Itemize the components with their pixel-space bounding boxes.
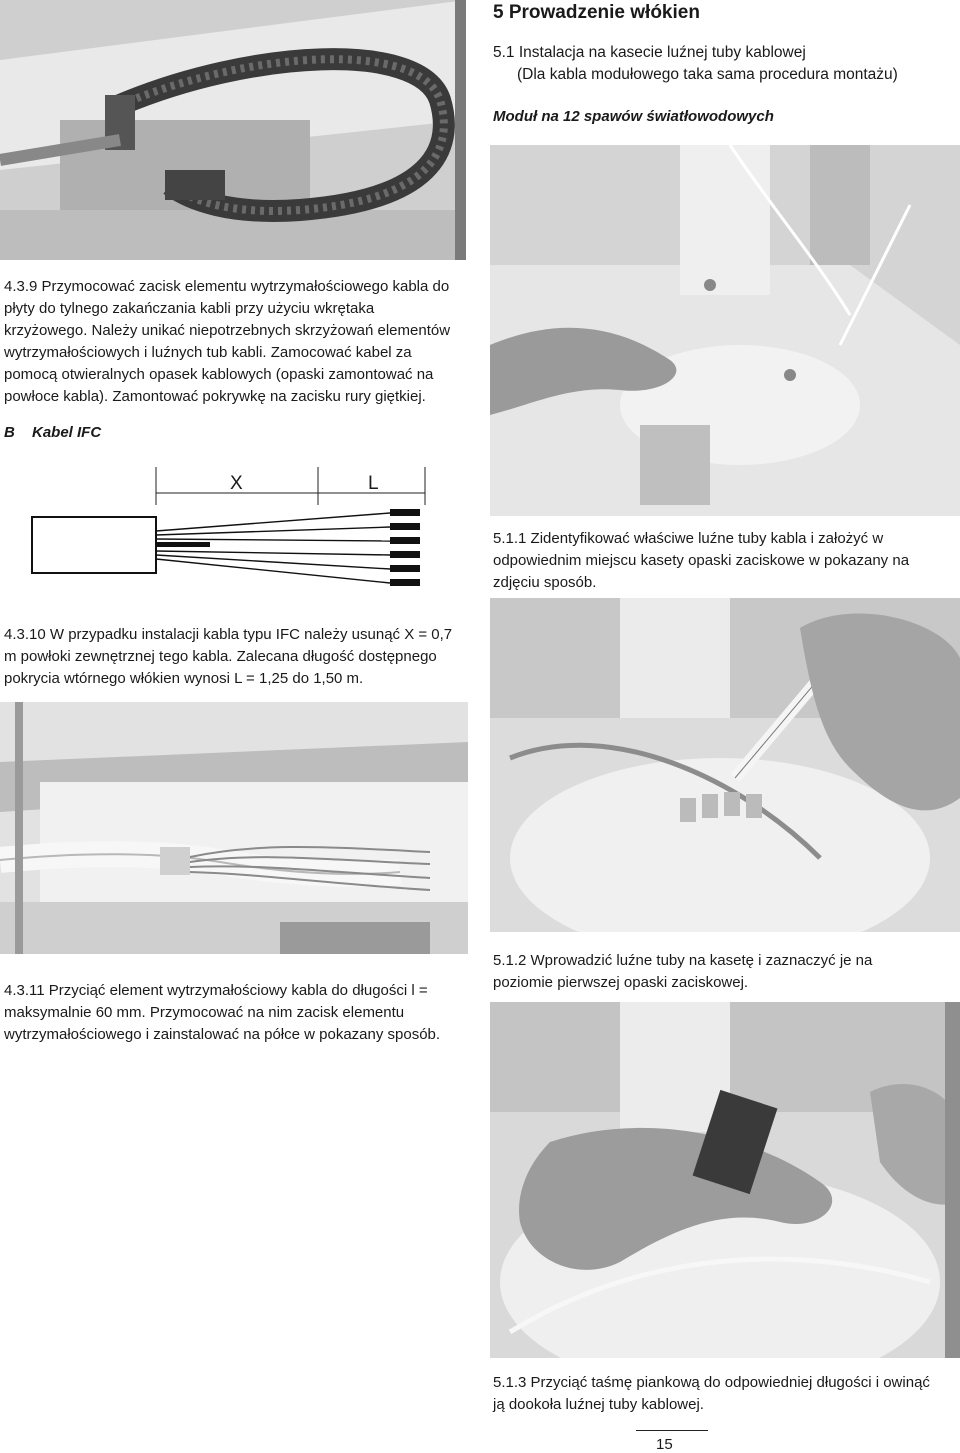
chapter-title: 5 Prowadzenie włókien bbox=[493, 2, 700, 23]
cable-clamp-photo bbox=[0, 0, 466, 260]
step-5-1-3: 5.1.3 Przyciąć taśmę piankową do odpowiedniej długości i owinąć ją dookoła luźnej tuby kablowej. bbox=[493, 1374, 930, 1413]
ifc-cable-diagram bbox=[30, 465, 460, 590]
step-5-1-1: 5.1.1 Zidentyfikować właściwe luźne tuby kabla i założyć w odpowiednim miejscu kasety opaski zaciskowe w pokazany na zdjęciu sposób. bbox=[493, 530, 910, 591]
ifc-cable-shelf-photo bbox=[0, 702, 468, 954]
page-number: 15 bbox=[656, 1436, 673, 1453]
pen-marking-photo bbox=[490, 598, 960, 932]
step-4-3-11: 4.3.11 Przyciąć element wytrzymałościowy kabla do długości l = maksymalnie 60 mm. Przymocować na nim zacisk elementu wytrzymałościowego i zainstalować na półce w pokazany sposób. bbox=[4, 982, 441, 1043]
section-title: 5.1 Instalacja na kasecie luźnej tuby kablowej bbox=[493, 44, 806, 61]
foam-tape-photo bbox=[490, 1002, 960, 1358]
step-5-1-2: 5.1.2 Wprowadzić luźne tuby na kasetę i zaznaczyć je na poziomie pierwszej opaski zaciskowej. bbox=[493, 952, 873, 991]
footer-rule bbox=[636, 1430, 708, 1431]
ifc-label-b: B bbox=[4, 424, 15, 441]
ifc-cable-title: Kabel IFC bbox=[32, 424, 102, 441]
tube-cassette-hand-photo bbox=[490, 145, 960, 516]
dim-x-label: X bbox=[230, 473, 243, 494]
section-subtitle: (Dla kabla modułowego taka sama procedura montażu) bbox=[517, 66, 898, 83]
step-4-3-10: 4.3.10 W przypadku instalacji kabla typu IFC należy usunąć X = 0,7 m powłoki zewnętrznej tego kabla. Zalecana długość dostępnego pokrycia wtórnego włókien wynosi L = 1,25 do 1,50 m. bbox=[4, 626, 453, 687]
dim-l-label: L bbox=[368, 473, 379, 494]
module-caption: Moduł na 12 spawów światłowodowych bbox=[493, 108, 774, 125]
step-4-3-9: 4.3.9 Przymocować zacisk elementu wytrzymałościowego kabla do płyty do tylnego zakańczania kabli przy użyciu wkrętaka krzyżowego. Należy unikać niepotrzebnych skrzyżowań elementów wytrzymałościowych i luźnych tub kabli. Zamocować kabel za pomocą otwieralnych opasek kablowych (opaski zamontować na powłoce kabla). Zamontować pokrywkę na zacisku rury giętkiej. bbox=[4, 278, 451, 405]
